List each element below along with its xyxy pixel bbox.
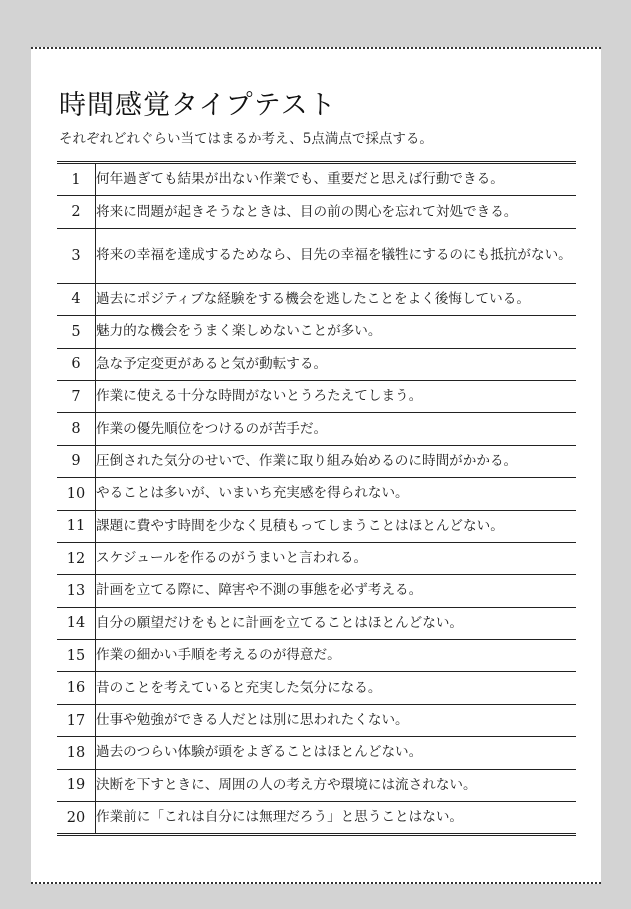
- page-subtitle: それぞれどれぐらい当てはまるか考え、5点満点で採点する。: [59, 131, 433, 147]
- question-number: 16: [57, 672, 96, 704]
- question-number: 13: [57, 575, 96, 607]
- table-row: [57, 769, 576, 801]
- question-text: 将来に問題が起きそうなときは、目の前の関心を忘れて対処できる。: [96, 196, 577, 228]
- question-text: 過去のつらい体験が頭をよぎることはほとんどない。: [96, 737, 577, 769]
- table-row: [57, 283, 576, 315]
- question-number: 2: [57, 196, 96, 228]
- question-table-wrapper: [57, 161, 576, 836]
- question-number: 18: [57, 737, 96, 769]
- question-text: 計画を立てる際に、障害や不測の事態を必ず考える。: [96, 575, 577, 607]
- question-number: 19: [57, 769, 96, 801]
- question-text: 急な予定変更があると気が動転する。: [96, 348, 577, 380]
- question-number: 10: [57, 478, 96, 510]
- question-text: 昔のことを考えていると充実した気分になる。: [96, 672, 577, 704]
- question-number: 14: [57, 607, 96, 639]
- question-number: 15: [57, 640, 96, 672]
- question-number: 20: [57, 802, 96, 835]
- question-number: 8: [57, 413, 96, 445]
- question-text: 決断を下すときに、周囲の人の考え方や環境には流されない。: [96, 769, 577, 801]
- question-number: 17: [57, 704, 96, 736]
- question-number: 12: [57, 542, 96, 574]
- question-text: 圧倒された気分のせいで、作業に取り組み始めるのに時間がかかる。: [96, 445, 577, 477]
- table-row: [57, 737, 576, 769]
- question-text: 魅力的な機会をうまく楽しめないことが多い。: [96, 316, 577, 348]
- table-row: [57, 802, 576, 835]
- question-text: 自分の願望だけをもとに計画を立てることはほとんどない。: [96, 607, 577, 639]
- question-text: 作業の優先順位をつけるのが苦手だ。: [96, 413, 577, 445]
- question-text: 将来の幸福を達成するためなら、目先の幸福を犠牲にするのにも抵抗がない。: [96, 228, 577, 283]
- table-row: [57, 196, 576, 228]
- question-table: [57, 161, 576, 836]
- question-text: 過去にポジティブな経験をする機会を逃したことをよく後悔している。: [96, 283, 577, 315]
- question-text: 仕事や勉強ができる人だとは別に思われたくない。: [96, 704, 577, 736]
- table-row: [57, 228, 576, 283]
- table-row: [57, 510, 576, 542]
- question-text: 課題に費やす時間を少なく見積もってしまうことはほとんどない。: [96, 510, 577, 542]
- table-row: [57, 348, 576, 380]
- question-text: 作業の細かい手順を考えるのが得意だ。: [96, 640, 577, 672]
- question-number: 9: [57, 445, 96, 477]
- question-text: 何年過ぎても結果が出ない作業でも、重要だと思えば行動できる。: [96, 163, 577, 196]
- table-row: [57, 607, 576, 639]
- table-row: [57, 575, 576, 607]
- question-number: 3: [57, 228, 96, 283]
- page-title: 時間感覚タイプテスト: [59, 90, 337, 121]
- question-text: 作業に使える十分な時間がないとうろたえてしまう。: [96, 380, 577, 412]
- table-row: [57, 672, 576, 704]
- question-number: 4: [57, 283, 96, 315]
- question-number: 11: [57, 510, 96, 542]
- page-sheet: [31, 47, 601, 884]
- table-row: [57, 704, 576, 736]
- table-row: [57, 316, 576, 348]
- question-number: 1: [57, 163, 96, 196]
- question-text: やることは多いが、いまいち充実感を得られない。: [96, 478, 577, 510]
- question-number: 5: [57, 316, 96, 348]
- table-row: [57, 413, 576, 445]
- table-row: [57, 640, 576, 672]
- table-row: [57, 478, 576, 510]
- question-number: 7: [57, 380, 96, 412]
- question-number: 6: [57, 348, 96, 380]
- table-row: [57, 163, 576, 196]
- table-row: [57, 380, 576, 412]
- question-text: スケジュールを作るのがうまいと言われる。: [96, 542, 577, 574]
- table-row: [57, 542, 576, 574]
- question-text: 作業前に「これは自分には無理だろう」と思うことはない。: [96, 802, 577, 835]
- table-row: [57, 445, 576, 477]
